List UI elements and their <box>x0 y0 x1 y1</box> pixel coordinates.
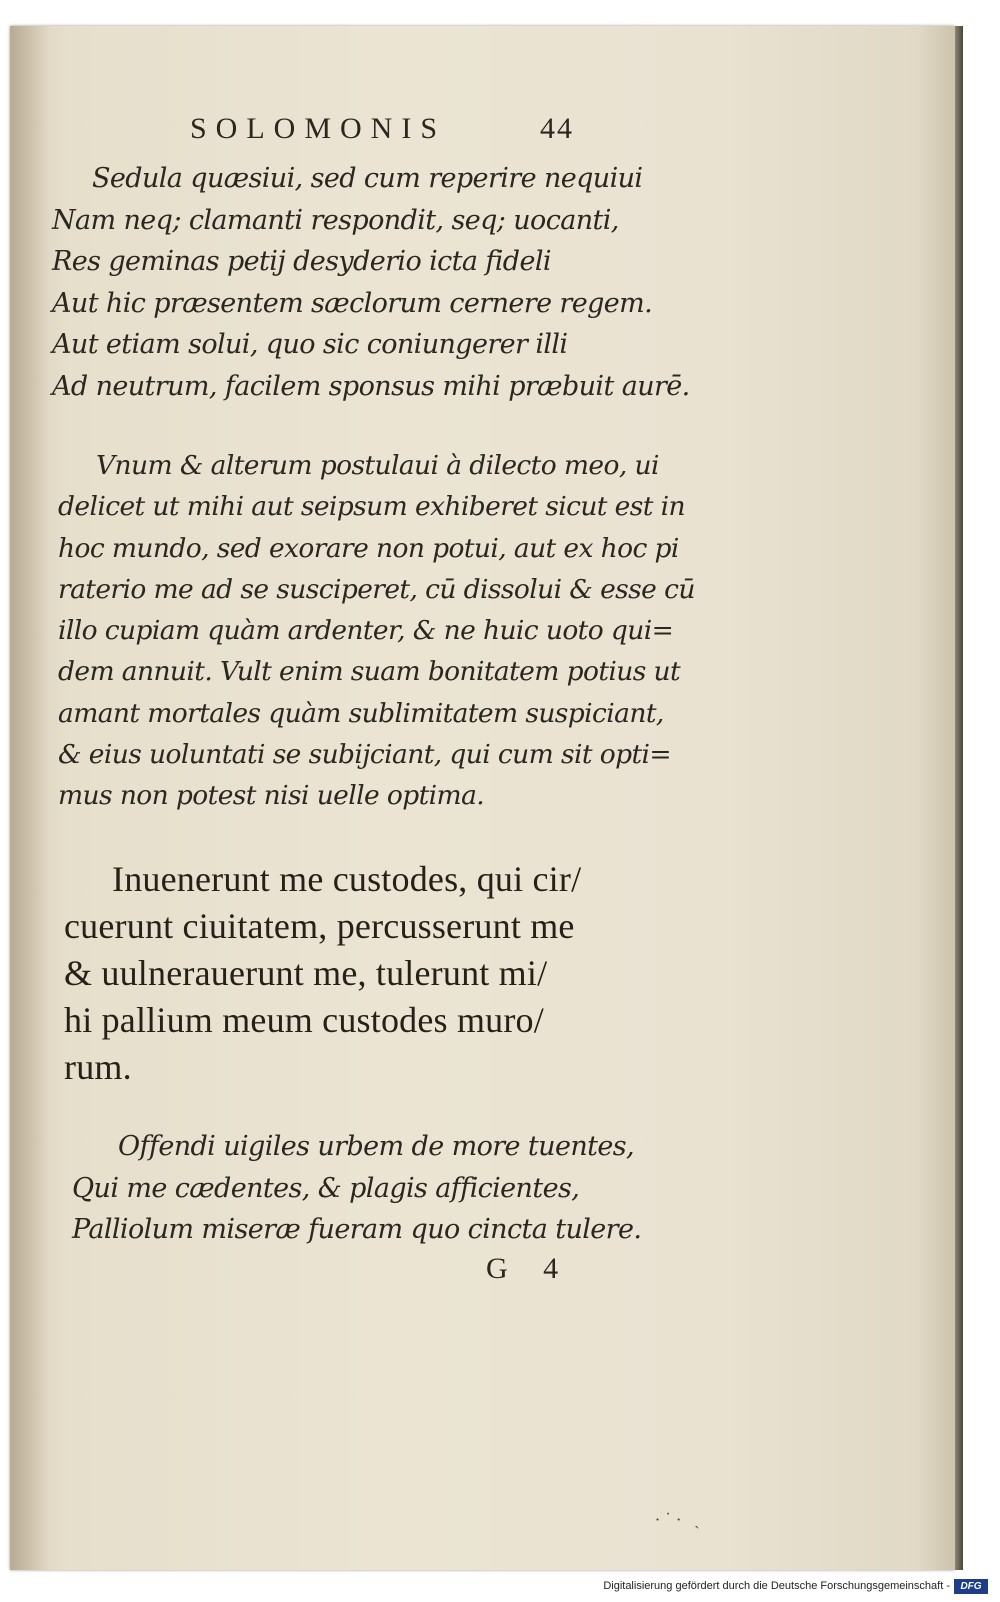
commentary-line: & eius uoluntati se subijciant, qui cum sit opti= <box>58 739 671 771</box>
verse-line: Sedula quæsiui, sed cum reperire nequiui <box>92 163 643 194</box>
commentary-line: hoc mundo, sed exorare non potui, aut ex hoc pi <box>58 532 679 564</box>
scripture-line: hi pallium meum custodes muro/ <box>64 1000 544 1040</box>
commentary-line: Vnum & alterum postulaui à dilecto meo, ui <box>96 450 659 481</box>
running-header <box>190 112 610 146</box>
dfg-logo: DFG <box>954 1579 988 1594</box>
verse-line: Res geminas petij desyderio icta fideli <box>52 246 551 277</box>
commentary-line: raterio me ad se susciperet, cū dissolui & esse cū <box>58 573 695 605</box>
verse-line: Aut hic præsentem sæclorum cernere regem. <box>52 287 653 319</box>
digitization-credit: Digitalisierung gefördert durch die Deutsche Forschungsgemeinschaft - <box>603 1580 950 1592</box>
page-number: 44 <box>540 112 574 145</box>
verse-line: Ad neutrum, facilem sponsus mihi præbuit aurē. <box>52 370 690 402</box>
verse-line: Offendi uigiles urbem de more tuentes, <box>118 1131 634 1162</box>
page-specks: ·˙· ˎ <box>655 1510 704 1529</box>
commentary-line: illo cupiam quàm ardenter, & ne huic uoto qui= <box>58 615 674 647</box>
scripture-line: & uulnerauerunt me, tulerunt mi/ <box>64 953 548 993</box>
page-edge <box>955 26 963 1570</box>
verse-line: Nam neq; clamanti respondit, seq; uocanti, <box>52 204 619 236</box>
commentary-line: dem annuit. Vult enim suam bonitatem potius ut <box>58 656 681 688</box>
verse-line: Qui me cædentes, & plagis afficientes, <box>72 1172 580 1204</box>
running-title: SOLOMONIS <box>190 112 447 145</box>
scripture-line: cuerunt ciuitatem, percusserunt me <box>64 906 575 946</box>
commentary-line: mus non potest nisi uelle optima. <box>58 780 485 812</box>
commentary-line: delicet ut mihi aut seipsum exhiberet sicut est in <box>58 491 685 523</box>
commentary-paragraph <box>58 445 695 817</box>
verse-line: Aut etiam solui, quo sic coniungerer illi <box>52 329 568 360</box>
verse-block-2 <box>72 1126 662 1251</box>
commentary-line: amant mortales quàm sublimitatem suspiciant, <box>58 697 664 729</box>
scripture-passage <box>64 856 664 1091</box>
signature-mark: G 4 <box>486 1252 573 1285</box>
scripture-line: rum. <box>64 1047 132 1087</box>
verse-line: Palliolum miseræ fueram quo cincta tulere. <box>72 1214 642 1245</box>
gutter-shadow <box>10 26 50 1570</box>
scripture-line: Inuenerunt me custodes, qui cir/ <box>112 859 582 899</box>
verse-block-1 <box>52 158 690 407</box>
